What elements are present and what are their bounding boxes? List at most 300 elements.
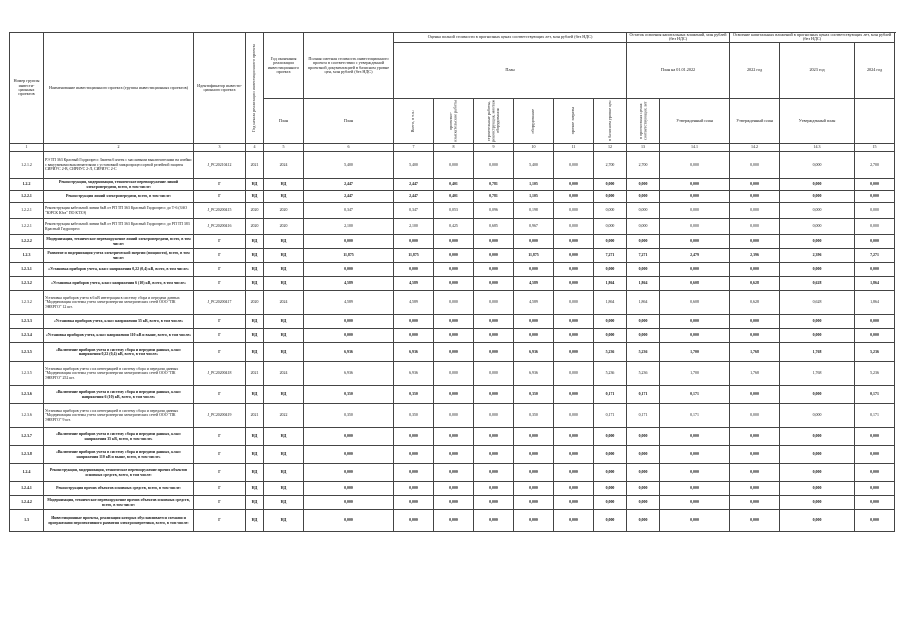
table-cell: 0,000 — [474, 315, 514, 329]
table-cell: 2,447 — [304, 191, 394, 203]
hdr-forecast-cell — [627, 99, 660, 144]
table-cell: 2024 — [264, 291, 304, 315]
table-cell: 0,000 — [394, 329, 434, 343]
table-cell: Г — [194, 263, 246, 277]
column-number: 11 — [554, 144, 594, 152]
table-row — [10, 464, 895, 482]
table-cell: 0,000 — [394, 315, 434, 329]
hdr-year-2023: 2023 год — [780, 42, 855, 98]
hdr-remaining: Остаток освоения капитальных вложений, млн рублей (без НДС) — [627, 33, 730, 43]
table-cell: 0,000 — [554, 386, 594, 404]
table-cell: 0,000 — [514, 428, 554, 446]
table-cell: 0,000 — [594, 179, 627, 191]
table-cell: 0,000 — [627, 315, 660, 329]
table-cell: 0,000 — [855, 315, 895, 329]
table-cell: 0,000 — [434, 329, 474, 343]
hdr-plan-sub: План — [264, 99, 304, 144]
table-cell: 0,000 — [554, 263, 594, 277]
table-cell: 7,271 — [627, 249, 660, 263]
table-cell: 1,105 — [514, 191, 554, 203]
table-cell: 0,000 — [660, 315, 730, 329]
table-cell: НД — [264, 235, 304, 249]
hdr-approved-plan-2: Утвержденный план — [730, 99, 780, 144]
table-cell: 0,000 — [780, 152, 855, 179]
row-project-name: «Установка приборов учета, класс напряжения 35 кВ, всего, в том числе» — [44, 315, 194, 329]
table-cell: 1,864 — [855, 277, 895, 291]
hdr-pir: проектно-изыскательские работы — [448, 100, 458, 142]
column-number: 10 — [514, 144, 554, 152]
table-cell: 0,000 — [730, 464, 780, 482]
table-cell: 0,000 — [855, 496, 895, 510]
row-group-number: 1.2.3.7 — [10, 428, 44, 446]
column-number: 7 — [394, 144, 434, 152]
table-cell: 0,000 — [627, 179, 660, 191]
table-cell: 2022 — [264, 404, 304, 428]
table-cell: 0,000 — [780, 386, 855, 404]
table-cell: НД — [246, 386, 264, 404]
table-cell: 0,000 — [434, 464, 474, 482]
table-cell: 2020 — [264, 219, 304, 235]
table-cell: 0,000 — [594, 329, 627, 343]
table-cell: J_PC20200419 — [194, 404, 246, 428]
table-cell: НД — [246, 235, 264, 249]
table-cell: 2021 — [246, 362, 264, 386]
table-cell: 11,875 — [514, 249, 554, 263]
table-cell: 0,000 — [730, 482, 780, 496]
table-cell: 0,000 — [474, 362, 514, 386]
column-number: 15 — [855, 144, 895, 152]
table-cell: 0,000 — [855, 329, 895, 343]
table-cell: 0,000 — [394, 263, 434, 277]
hdr-start-year-cell — [246, 33, 264, 144]
table-cell: НД — [264, 179, 304, 191]
table-cell: 0,000 — [660, 219, 730, 235]
row-group-number: 1.2.3.5 — [10, 362, 44, 386]
hdr-plan: План — [394, 42, 627, 98]
table-cell: Г — [194, 446, 246, 464]
table-cell: НД — [246, 249, 264, 263]
column-number: 14.1 — [660, 144, 730, 152]
table-cell: 0,000 — [594, 203, 627, 219]
table-cell: 0,000 — [304, 428, 394, 446]
table-cell: 0,053 — [434, 203, 474, 219]
table-cell: 0,000 — [434, 315, 474, 329]
table-cell: 0,000 — [730, 404, 780, 428]
table-cell: 6,936 — [514, 362, 554, 386]
table-cell: 5,400 — [394, 152, 434, 179]
table-cell: J_PC20210412 — [194, 152, 246, 179]
table-cell: 0,628 — [780, 291, 855, 315]
table-cell: 0,000 — [394, 510, 434, 532]
row-group-number: 1.2.3.2 — [10, 291, 44, 315]
table-row — [10, 152, 895, 179]
table-cell: 5,236 — [855, 343, 895, 362]
hdr-basis: в базисном уровне цен — [606, 100, 612, 142]
table-cell: 0,000 — [304, 464, 394, 482]
table-cell: 1,768 — [730, 362, 780, 386]
table-cell: 0,000 — [434, 404, 474, 428]
table-cell: НД — [264, 343, 304, 362]
table-cell: 0,000 — [730, 203, 780, 219]
column-number: 1 — [10, 144, 44, 152]
table-cell: 0,000 — [594, 219, 627, 235]
row-project-name: «Установка приборов учета, класс напряжения 0,22 (0,4) кВ, всего, в том числе» — [44, 263, 194, 277]
table-cell: 0,171 — [594, 404, 627, 428]
table-cell: 0,000 — [474, 428, 514, 446]
table-cell: 0,000 — [855, 235, 895, 249]
table-cell: 0,000 — [594, 446, 627, 464]
row-project-name: «Включение приборов учета в систему сбора и передачи данных, класс напряжения 0,22 (0,4) кВ, всего, в том числе» — [44, 343, 194, 362]
table-row — [10, 510, 895, 532]
table-cell: 0,000 — [474, 152, 514, 179]
hdr-approved-plan-1: Утвержденный план — [660, 99, 730, 144]
table-cell: 0,000 — [554, 404, 594, 428]
table-cell: 0,000 — [554, 179, 594, 191]
table-cell: 5,236 — [855, 362, 895, 386]
row-project-name: Реконструкция линий электропередачи, всего, в том числе: — [44, 191, 194, 203]
table-cell: 0,000 — [660, 191, 730, 203]
table-cell: 2,447 — [394, 191, 434, 203]
investment-table-sheet — [9, 32, 894, 532]
hdr-basis-cell — [594, 99, 627, 144]
row-group-number: 1.2.3 — [10, 249, 44, 263]
table-cell: НД — [246, 179, 264, 191]
table-cell: 0,000 — [304, 315, 394, 329]
table-cell: НД — [264, 496, 304, 510]
table-cell: 0,000 — [554, 329, 594, 343]
table-cell: 0,000 — [474, 496, 514, 510]
table-cell: 0,000 — [730, 179, 780, 191]
table-cell: 5,400 — [514, 152, 554, 179]
table-cell: НД — [264, 510, 304, 532]
row-group-number: 1.3 — [10, 510, 44, 532]
table-cell: 0,000 — [474, 343, 514, 362]
row-project-name: Реконструкция кабельной линии 6кВ от РП ТП 363 Красный Гидропресс до РП ТП 383 Красный Гидропресс — [44, 219, 194, 235]
table-cell: 0,000 — [554, 291, 594, 315]
column-number: 5 — [264, 144, 304, 152]
table-cell: 1,768 — [730, 343, 780, 362]
table-cell: 0,000 — [730, 329, 780, 343]
table-cell: 6,936 — [394, 362, 434, 386]
table-cell: 0,000 — [660, 464, 730, 482]
column-number: 13 — [627, 144, 660, 152]
table-cell: 4,589 — [514, 291, 554, 315]
table-cell: 0,967 — [514, 219, 554, 235]
table-cell: 2,396 — [780, 249, 855, 263]
hdr-other: прочие затраты — [570, 107, 576, 135]
table-cell: 0,000 — [780, 496, 855, 510]
table-cell: 0,608 — [660, 277, 730, 291]
row-group-number: 1.2.2.2 — [10, 235, 44, 249]
table-row — [10, 315, 895, 329]
table-cell: 2024 — [264, 362, 304, 386]
hdr-plan-sub2: План — [304, 99, 394, 144]
table-cell: 1,864 — [594, 277, 627, 291]
table-cell: 7,271 — [855, 249, 895, 263]
table-cell: 0,628 — [730, 277, 780, 291]
table-cell: 0,000 — [554, 152, 594, 179]
table-cell: 0,000 — [554, 203, 594, 219]
table-cell: 0,000 — [730, 235, 780, 249]
row-project-name: Инвестиционные проекты, реализация которых обуславливается схемами и программами перспективного развития электроэнергетики, всего, в том числе: — [44, 510, 194, 532]
table-cell: 0,000 — [514, 329, 554, 343]
table-cell: НД — [264, 482, 304, 496]
table-cell: 0,000 — [855, 482, 895, 496]
table-cell: 0,000 — [594, 315, 627, 329]
column-number: 9 — [474, 144, 514, 152]
hdr-smr: строительные работы, реконструкция, монтаж оборудования — [485, 99, 500, 143]
table-cell: 0,000 — [554, 191, 594, 203]
table-row — [10, 428, 895, 446]
table-cell: 0,000 — [627, 203, 660, 219]
table-row — [10, 249, 895, 263]
hdr-forecast-cost: Оценка полной стоимости в прогнозных ценах соответствующих лет, млн рублей (без НДС) — [394, 33, 627, 43]
table-cell: НД — [246, 277, 264, 291]
table-cell: 0,000 — [730, 446, 780, 464]
hdr-total-sub: Всего, в т.ч.: — [410, 109, 416, 133]
table-cell: 0,000 — [434, 496, 474, 510]
table-cell: 0,000 — [434, 291, 474, 315]
table-cell: 0,000 — [855, 203, 895, 219]
table-cell: 0,000 — [434, 446, 474, 464]
table-cell: 0,000 — [514, 446, 554, 464]
table-cell: 0,000 — [394, 446, 434, 464]
table-cell: 0,000 — [554, 249, 594, 263]
table-cell: 2,396 — [730, 249, 780, 263]
table-cell: 2,700 — [594, 152, 627, 179]
table-cell: НД — [264, 464, 304, 482]
table-cell: 0,000 — [594, 428, 627, 446]
table-cell: 4,589 — [394, 291, 434, 315]
table-cell: 2021 — [246, 404, 264, 428]
column-number: 8 — [434, 144, 474, 152]
table-cell: 0,000 — [434, 510, 474, 532]
table-cell: 0,000 — [434, 482, 474, 496]
table-cell: НД — [264, 277, 304, 291]
table-cell: 1,768 — [780, 343, 855, 362]
table-cell: 1,864 — [627, 277, 660, 291]
table-cell: 0,000 — [780, 404, 855, 428]
table-cell: 0,000 — [434, 277, 474, 291]
table-cell: 5,400 — [304, 152, 394, 179]
table-cell: 0,171 — [660, 386, 730, 404]
table-cell: 0,347 — [304, 203, 394, 219]
table-cell: 0,000 — [730, 510, 780, 532]
table-cell: 0,000 — [514, 510, 554, 532]
table-cell: J_PC20200415 — [194, 203, 246, 219]
table-cell: НД — [264, 428, 304, 446]
table-cell: 0,198 — [514, 203, 554, 219]
table-cell: 6,936 — [304, 362, 394, 386]
row-group-number: 1.2.4 — [10, 464, 44, 482]
table-cell: 0,000 — [474, 249, 514, 263]
table-cell: 0,000 — [855, 191, 895, 203]
table-cell: Г — [194, 428, 246, 446]
table-cell: 0,000 — [855, 446, 895, 464]
table-cell: 0,000 — [474, 510, 514, 532]
table-cell: 0,000 — [780, 191, 855, 203]
table-cell: НД — [264, 263, 304, 277]
table-cell: 0,350 — [514, 404, 554, 428]
investment-table — [9, 32, 895, 532]
table-cell: 0,000 — [594, 263, 627, 277]
table-cell: Г — [194, 496, 246, 510]
table-cell: НД — [264, 329, 304, 343]
table-cell: 2020 — [246, 219, 264, 235]
table-cell: 6,936 — [514, 343, 554, 362]
table-cell: 0,000 — [660, 428, 730, 446]
table-cell: Г — [194, 315, 246, 329]
table-cell: Г — [194, 482, 246, 496]
row-project-name: Установка приборов учета с их интеграцией в систему сбора и передачи данных "Модернизация системы учета электроэнергии электрических сетей ООО "ПК ЭНЕРГО" 252 шт. — [44, 362, 194, 386]
table-cell: 0,000 — [660, 496, 730, 510]
table-cell: 0,000 — [514, 263, 554, 277]
table-cell: НД — [246, 446, 264, 464]
table-cell: 2,100 — [304, 219, 394, 235]
table-cell: 0,628 — [730, 291, 780, 315]
table-cell: 1,864 — [594, 291, 627, 315]
table-cell: 0,000 — [554, 219, 594, 235]
row-project-name: Модернизация, техническое перевооружение прочих объектов основных средств, всего, в том числе: — [44, 496, 194, 510]
table-cell: 0,000 — [554, 235, 594, 249]
table-row — [10, 496, 895, 510]
table-cell: 0,350 — [514, 386, 554, 404]
hdr-year-2022: 2022 год — [730, 42, 780, 98]
table-cell: 0,000 — [434, 235, 474, 249]
table-cell: 0,000 — [660, 329, 730, 343]
table-cell: 0,000 — [474, 404, 514, 428]
table-cell: 6,936 — [304, 343, 394, 362]
row-group-number: 1.2.3.6 — [10, 386, 44, 404]
table-cell: 0,000 — [627, 235, 660, 249]
table-cell: 0,000 — [434, 386, 474, 404]
table-cell: НД — [264, 386, 304, 404]
table-cell: J_PC20200417 — [194, 291, 246, 315]
table-cell: 1,864 — [855, 291, 895, 315]
table-cell: 0,000 — [780, 510, 855, 532]
table-cell: НД — [264, 315, 304, 329]
table-cell: 0,000 — [394, 428, 434, 446]
column-number-row — [10, 144, 895, 152]
table-cell: 1,105 — [514, 179, 554, 191]
table-cell: 0,000 — [780, 329, 855, 343]
table-cell: 0,000 — [304, 446, 394, 464]
table-cell: 0,000 — [434, 362, 474, 386]
table-cell: 0,000 — [304, 482, 394, 496]
table-cell: 0,000 — [394, 464, 434, 482]
table-cell: 0,000 — [554, 362, 594, 386]
table-cell: 0,350 — [394, 404, 434, 428]
table-cell: 4,589 — [304, 291, 394, 315]
table-cell: 2020 — [246, 291, 264, 315]
table-cell: 0,000 — [627, 482, 660, 496]
table-cell: 0,000 — [514, 315, 554, 329]
row-project-name: Реконструкция кабельной линии 6кВ от РП ТП 363 Красный Гидропресс до Т-6 (ЗАО "ЮРСК Юга" ПО КТЗЭ) — [44, 203, 194, 219]
hdr-pir-cell — [434, 99, 474, 144]
table-cell: 0,781 — [474, 191, 514, 203]
table-row — [10, 482, 895, 496]
row-group-number: 1.2.2 — [10, 179, 44, 191]
row-project-name: Установка приборов учета с их интеграцией в систему сбора и передачи данных "Модернизация системы учета электроэнергии электрических сетей ООО "ПК ЭНЕРГО" 9 шт. — [44, 404, 194, 428]
row-group-number: 1.2.4.1 — [10, 482, 44, 496]
row-group-number: 1.2.3.5 — [10, 343, 44, 362]
table-cell: 0,000 — [660, 482, 730, 496]
table-cell: НД — [246, 464, 264, 482]
row-project-name: «Установка приборов учета, класс напряжения 6 (10) кВ, всего, в том числе» — [44, 277, 194, 291]
table-cell: 0,171 — [627, 404, 660, 428]
table-row — [10, 386, 895, 404]
table-cell: 0,000 — [554, 496, 594, 510]
table-row — [10, 191, 895, 203]
row-project-name: «Включение приборов учета в систему сбора и передачи данных, класс напряжения 35 кВ, всего, в том числе» — [44, 428, 194, 446]
table-cell: Г — [194, 179, 246, 191]
table-cell: 0,000 — [594, 464, 627, 482]
table-cell: 0,000 — [730, 315, 780, 329]
table-cell: 0,000 — [304, 510, 394, 532]
table-cell: 1,768 — [780, 362, 855, 386]
table-cell: 0,350 — [304, 386, 394, 404]
table-cell: 0,000 — [434, 152, 474, 179]
hdr-year-2024: 2024 год — [855, 42, 895, 98]
row-project-name: Установка приборов учета в 6 кВ интеграция в систему сбора и передачи данных "Модернизация системы учета электроэнергии электрических сетей ООО "ПК ЭНЕРГО" 12 шт. — [44, 291, 194, 315]
table-cell: 5,236 — [594, 362, 627, 386]
table-cell: 0,000 — [554, 464, 594, 482]
table-cell: 0,171 — [660, 404, 730, 428]
table-cell: 0,000 — [855, 179, 895, 191]
table-cell: 0,000 — [474, 386, 514, 404]
table-cell: 0,000 — [554, 510, 594, 532]
table-cell: 0,000 — [855, 464, 895, 482]
hdr-project-id: Идентификатор инвести-ционного проекта — [194, 33, 246, 144]
row-group-number: 1.2.3.1 — [10, 263, 44, 277]
column-number: 14.3 — [780, 144, 855, 152]
table-cell: 1,700 — [660, 362, 730, 386]
table-row — [10, 219, 895, 235]
row-project-name: «Включение приборов учета в систему сбора и передачи данных, класс напряжения 110 кВ и выше, всего, в том числе» — [44, 446, 194, 464]
table-cell: 0,000 — [394, 235, 434, 249]
table-cell: 0,000 — [474, 446, 514, 464]
table-cell: 0,628 — [780, 277, 855, 291]
table-cell: 0,000 — [304, 329, 394, 343]
hdr-group-number: Номер группы инвести-ционных проектов — [10, 33, 44, 144]
table-cell: НД — [246, 496, 264, 510]
table-cell: 0,000 — [554, 277, 594, 291]
row-group-number: 1.2.3.6 — [10, 404, 44, 428]
row-project-name: Развитие и модернизация учета электрической энергии (мощности), всего, в том числе: — [44, 249, 194, 263]
hdr-approved-plan-3: Утвержденный план — [780, 99, 855, 144]
table-cell: 0,401 — [434, 191, 474, 203]
table-cell: 2,100 — [394, 219, 434, 235]
hdr-full-cost: Полная сметная стоимость инвестиционного проекта в соответствии с утвержденной проектной документацией в базисном уровне цен, млн рублей (без НДС) — [304, 33, 394, 99]
table-cell: 0,000 — [660, 235, 730, 249]
row-group-number: 1.2.1.2 — [10, 152, 44, 179]
table-cell: 0,000 — [730, 386, 780, 404]
table-cell: 0,000 — [780, 482, 855, 496]
table-cell: 0,000 — [594, 510, 627, 532]
row-project-name: Реконструкция, модернизация, техническое перевооружение линий электропередачи, всего, в том числе: — [44, 179, 194, 191]
table-cell: 0,000 — [627, 191, 660, 203]
hdr-capex: Освоение капитальных вложений в прогнозных ценах соответствующих лет, млн рублей (без НДС) — [730, 33, 895, 43]
table-cell: 11,875 — [304, 249, 394, 263]
table-cell: 0,000 — [730, 219, 780, 235]
table-cell: НД — [246, 343, 264, 362]
table-row — [10, 291, 895, 315]
table-cell: Г — [194, 191, 246, 203]
table-cell: 2020 — [264, 203, 304, 219]
table-cell: 0,000 — [554, 428, 594, 446]
table-cell: Г — [194, 510, 246, 532]
table-cell: 5,236 — [627, 343, 660, 362]
